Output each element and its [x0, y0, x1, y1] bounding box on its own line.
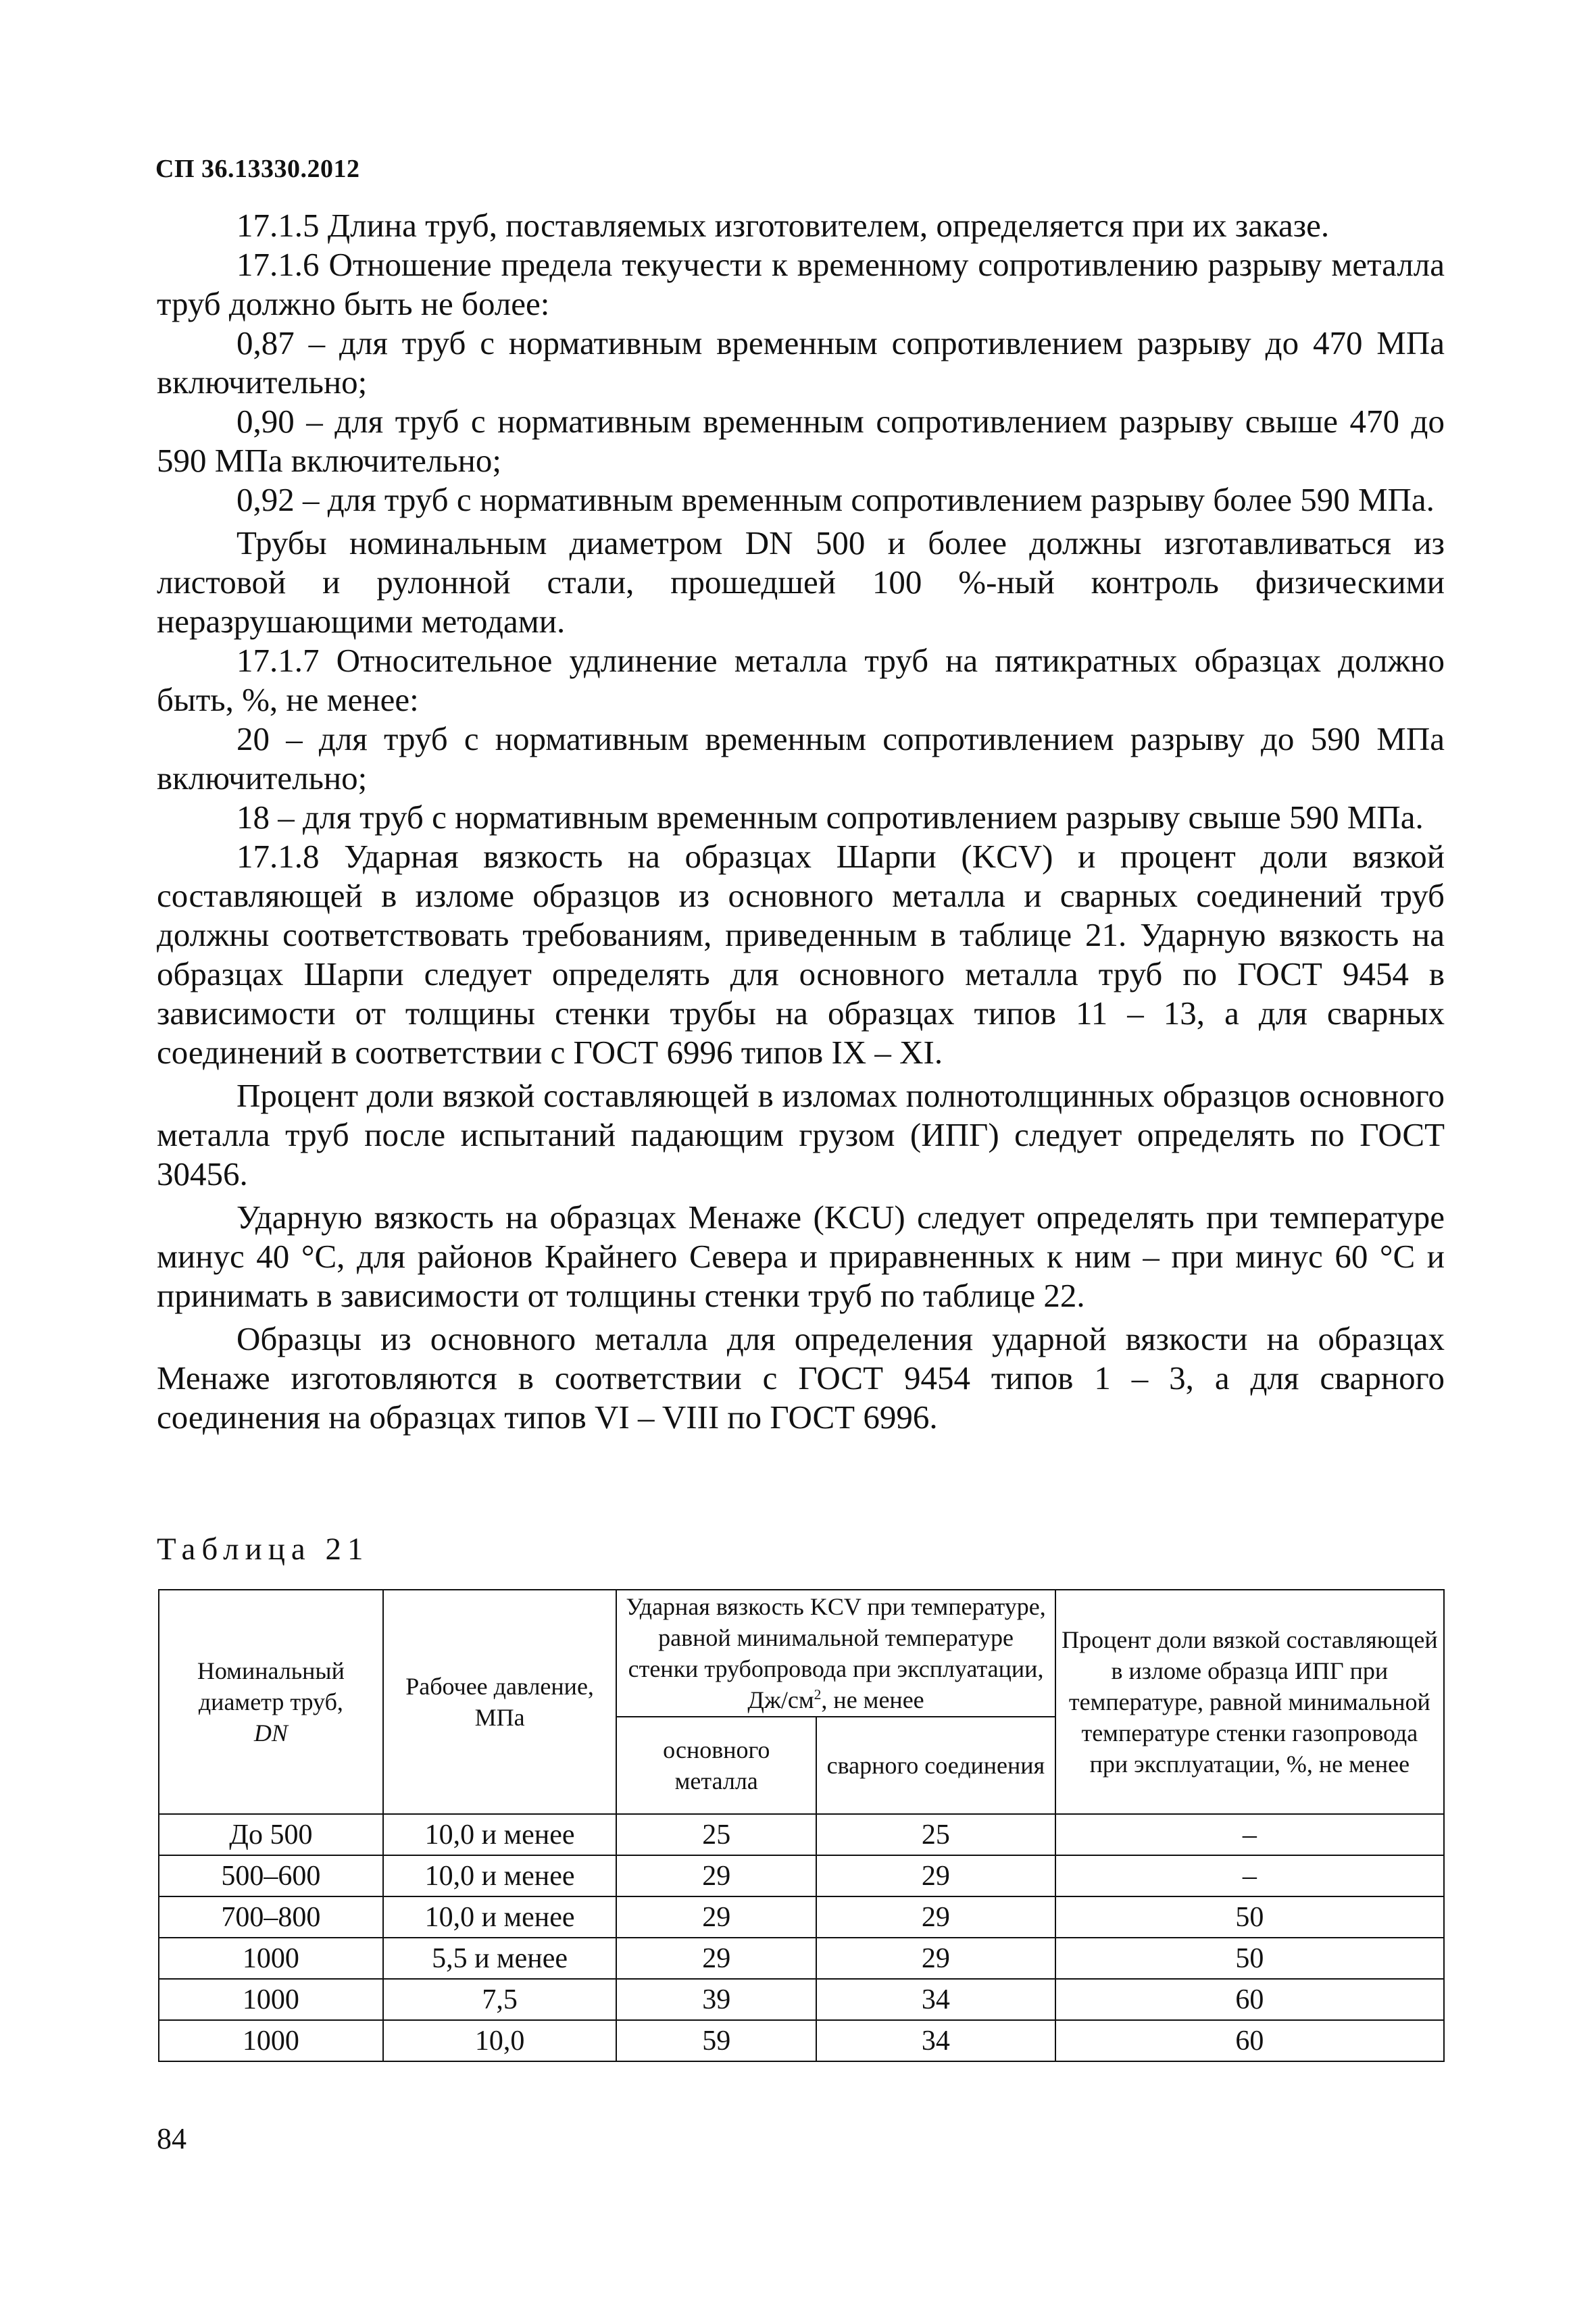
table-row: До 500 10,0 и менее 25 25 – — [159, 1814, 1444, 1855]
header-working-pressure: Рабочее давление, МПа — [383, 1590, 617, 1814]
paragraph-kcu: Ударную вязкость на образцах Менаже (KCU) следует определять при температуре минус 40 °С, для районов Крайнего Севера и приравненных к ним – при минус 60 °С и принимать в зависимости от толщины стенки труб по таблице 22. — [157, 1199, 1445, 1314]
paragraph-dn500: Трубы номинальным диаметром DN 500 и более должны изготавливаться из листовой и рулонной стали, прошедшей 100 %-ный контроль физическими неразрушающими методами. — [157, 524, 1445, 640]
table-row: 1000 7,5 39 34 60 — [159, 1979, 1444, 2020]
paragraph-17-1-7: 17.1.7 Относительное удлинение металла труб на пятикратных образцах должно быть, %, не менее: — [157, 642, 1445, 718]
page-number: 84 — [157, 2122, 186, 2155]
paragraph-elongation-18: 18 – для труб с нормативным временным сопротивлением разрыву свыше 590 МПа. — [236, 799, 1424, 836]
table-row: 500–600 10,0 и менее 29 29 – — [159, 1855, 1444, 1896]
table-caption: Таблица 21 — [157, 1532, 370, 1567]
paragraph-17-1-8: 17.1.8 Ударная вязкость на образцах Шарпи (KCV) и процент доли вязкой составляющей в изломе образцов из основного металла и сварных соединений труб должны соответствовать требованиям, приведенным в таблице 21. Ударную вязкость на образцах Шарпи следует определять для основного металла труб по ГОСТ 9454 в зависимости от толщины стенки трубы на образцах типов 11 – 13, а для сварных соединений в соответствии с ГОСТ 6996 типов IX – XI. — [157, 838, 1445, 1071]
paragraph-ratio-090: 0,90 – для труб с нормативным временным сопротивлением разрыву свыше 470 до 590 МПа включительно; — [157, 403, 1445, 479]
table-21 — [158, 1589, 1445, 2062]
header-nominal-diameter: Номинальный диаметр труб, DN — [159, 1590, 383, 1814]
table-row: 1000 10,0 59 34 60 — [159, 2020, 1444, 2061]
body-text — [157, 206, 1445, 1437]
paragraph-17-1-6: 17.1.6 Отношение предела текучести к временному сопротивлению разрыву металла труб должно быть не более: — [157, 246, 1445, 322]
header-base-metal: основного металла — [616, 1717, 816, 1814]
header-impact-strength-kcv: Ударная вязкость KCV при температуре, равной минимальной температуре стенки трубопровода при эксплуатации, $Дж/см^2$, не менее — [616, 1590, 1055, 1717]
paragraph-menage-samples: Образцы из основного металла для определения ударной вязкости на образцах Менаже изготовляются в соответствии с ГОСТ 9454 типов 1 – 3, а для сварного соединения на образцах типов VI – VIII по ГОСТ 6996. — [157, 1320, 1445, 1436]
header-weld-joint: сварного соединения — [816, 1717, 1055, 1814]
header-ipg-percent: Процент доли вязкой составляющей в изломе образца ИПГ при температуре, равной минимальной температуре стенки газопровода при эксплуатации, %, не менее — [1055, 1590, 1444, 1814]
paragraph-ratio-092: 0,92 – для труб с нормативным временным сопротивлением разрыву более 590 МПа. — [236, 481, 1435, 518]
paragraph-17-1-5: 17.1.5 Длина труб, поставляемых изготовителем, определяется при их заказе. — [236, 207, 1330, 244]
paragraph-ipg: Процент доли вязкой составляющей в изломах полнотолщинных образцов основного металла труб после испытаний падающим грузом (ИПГ) следует определять по ГОСТ 30456. — [157, 1077, 1445, 1192]
paragraph-ratio-087: 0,87 – для труб с нормативным временным сопротивлением разрыву до 470 МПа включительно; — [157, 324, 1445, 401]
table-row: 1000 5,5 и менее 29 29 50 — [159, 1938, 1444, 1979]
document-code-header: СП 36.13330.2012 — [155, 155, 360, 183]
header-dn-symbol: DN — [253, 1719, 288, 1746]
table-row: 700–800 10,0 и менее 29 29 50 — [159, 1896, 1444, 1938]
paragraph-elongation-20: 20 – для труб с нормативным временным сопротивлением разрыву до 590 МПа включительно; — [157, 720, 1445, 797]
